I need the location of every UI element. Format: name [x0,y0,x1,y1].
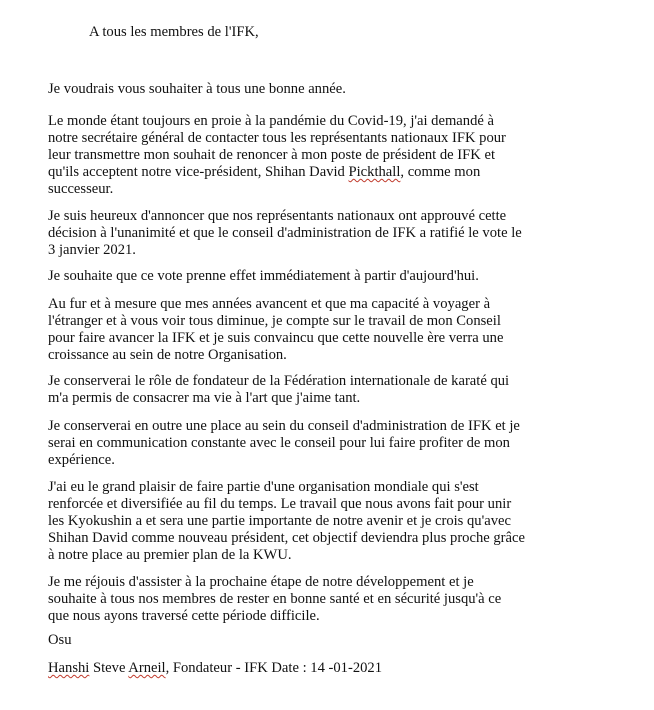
greeting: A tous les membres de l'IFK, [89,24,259,40]
paragraph-line: successeur. [48,181,114,197]
paragraph-line: à notre place au premier plan de la KWU. [48,547,292,563]
paragraph-line: Je suis heureux d'annoncer que nos représentants nationaux ont approuvé cette [48,208,507,224]
paragraph-line: croissance au sein de notre Organisation. [48,347,287,363]
paragraph-line: serai en communication constante avec le conseil pour lui faire profiter de mon [48,435,510,451]
paragraph-line: Le monde étant toujours en proie à la pandémie du Covid-19, j'ai demandé à [48,113,494,129]
paragraph-line: 3 janvier 2021. [48,242,136,258]
signature-first-name: Hanshi [48,660,90,676]
paragraph-line: Au fur et à mesure que mes années avancent et que ma capacité à voyager à [48,296,491,312]
paragraph-line: pour faire avancer la IFK et je suis convaincu que cette nouvelle ère verra une [48,330,504,346]
signature-details: , Fondateur - IFK Date : 14 -01-2021 [165,660,383,676]
paragraph-line: l'étranger et à vous voir tous diminue, je compte sur le travail de mon Conseil [48,313,501,329]
spellcheck-word: Pickthall [348,164,401,180]
paragraph-line: expérience. [48,452,115,468]
paragraph-line: notre secrétaire général de contacter tous les représentants nationaux IFK pour [48,130,506,146]
signature-last-name: Arneil [128,660,166,676]
paragraph-line: Je voudrais vous souhaiter à tous une bonne année. [48,81,346,97]
signature-line [48,660,382,677]
paragraph-line: J'ai eu le grand plaisir de faire partie d'une organisation mondiale qui s'est [48,479,479,495]
paragraph-line: renforcée et diversifiée au fil du temps. Le travail que nous avons fait pour unir [48,496,512,512]
paragraph-line: m'a permis de consacrer ma vie à l'art que j'aime tant. [48,390,361,406]
paragraph-line: Je souhaite que ce vote prenne effet immédiatement à partir d'aujourd'hui. [48,268,479,284]
paragraph-line: que nous ayons traversé cette période difficile. [48,608,320,624]
paragraph-line: Shihan David comme nouveau président, cet objectif deviendra plus proche grâce [48,530,525,546]
paragraph-line: Je conserverai le rôle de fondateur de la Fédération internationale de karaté qui [48,373,510,389]
paragraph-line: Je me réjouis d'assister à la prochaine étape de notre développement et je [48,574,474,590]
paragraph-line: les Kyokushin a et sera une partie importante de notre avenir et je crois qu'avec [48,513,511,529]
paragraph-line: leur transmettre mon souhait de renoncer à mon poste de président de IFK et [48,147,495,163]
paragraph-line: qu'ils acceptent notre vice-président, Shihan David Pickthall, comme mon [48,164,481,180]
signature-middle-name: Steve [93,660,126,676]
closing: Osu [48,632,72,648]
paragraph-line: Je conserverai en outre une place au sein du conseil d'administration de IFK et je [48,418,520,434]
paragraph-line: souhaite à tous nos membres de rester en bonne santé et en sécurité jusqu'à ce [48,591,502,607]
paragraph-line: décision à l'unanimité et que le conseil d'administration de IFK a ratifié le vote le [48,225,522,241]
